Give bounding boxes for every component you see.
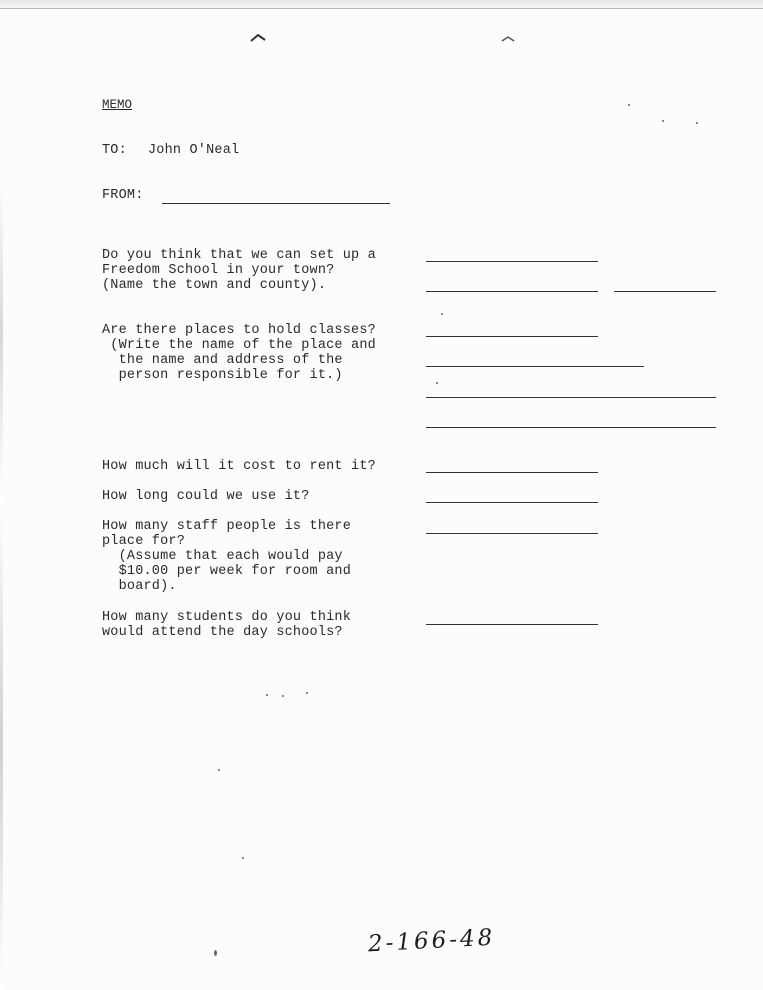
question-6-line-2: would attend the day schools? (102, 625, 343, 640)
scan-speck (214, 950, 217, 956)
answer-line (426, 502, 598, 503)
to-label: TO: (102, 143, 127, 158)
to-value: John O'Neal (148, 143, 240, 158)
question-2-line-3: the name and address of the (102, 353, 343, 368)
scan-top-edge (0, 0, 763, 9)
scan-speck (628, 104, 630, 106)
question-3-line-1: How much will it cost to rent it? (102, 459, 376, 474)
scan-speck (306, 692, 308, 694)
scan-speck (266, 694, 268, 696)
from-label: FROM: (102, 188, 144, 203)
question-1-line-3: (Name the town and county). (102, 278, 327, 293)
question-4-line-1: How long could we use it? (102, 489, 310, 504)
scan-speck (441, 313, 443, 315)
question-5-line-5: board). (102, 579, 177, 594)
caret-mark (250, 34, 266, 42)
answer-line (426, 624, 598, 625)
answer-line (426, 366, 644, 367)
question-5-line-3: (Assume that each would pay (102, 549, 343, 564)
memo-title: MEMO (102, 98, 133, 112)
question-5-line-4: $10.00 per week for room and (102, 564, 352, 579)
answer-line (426, 397, 716, 398)
scan-speck (696, 122, 698, 124)
answer-line (426, 533, 598, 534)
question-6-line-1: How many students do you think (102, 610, 352, 625)
scan-speck (218, 769, 220, 771)
question-1-line-1: Do you think that we can set up a (102, 248, 376, 263)
question-2-line-2: (Write the name of the place and (102, 338, 376, 353)
question-5-line-2: place for? (102, 534, 186, 549)
question-2-line-4: person responsible for it.) (102, 368, 343, 383)
caret-mark (500, 35, 516, 43)
scan-speck (436, 382, 438, 384)
question-5-line-1: How many staff people is there (102, 519, 352, 534)
answer-line (426, 261, 598, 262)
question-1-line-2: Freedom School in your town? (102, 263, 335, 278)
handwritten-document-number: 2-166-48 (367, 924, 496, 958)
answer-line (426, 427, 716, 428)
answer-line (614, 291, 716, 292)
scan-left-edge (0, 170, 3, 990)
from-answer-line (162, 203, 390, 204)
question-2-line-1: Are there places to hold classes? (102, 323, 376, 338)
scan-speck (662, 120, 664, 122)
answer-line (426, 472, 598, 473)
scan-speck (282, 695, 284, 697)
scan-speck (242, 857, 244, 859)
answer-line (426, 291, 598, 292)
answer-line (426, 336, 598, 337)
